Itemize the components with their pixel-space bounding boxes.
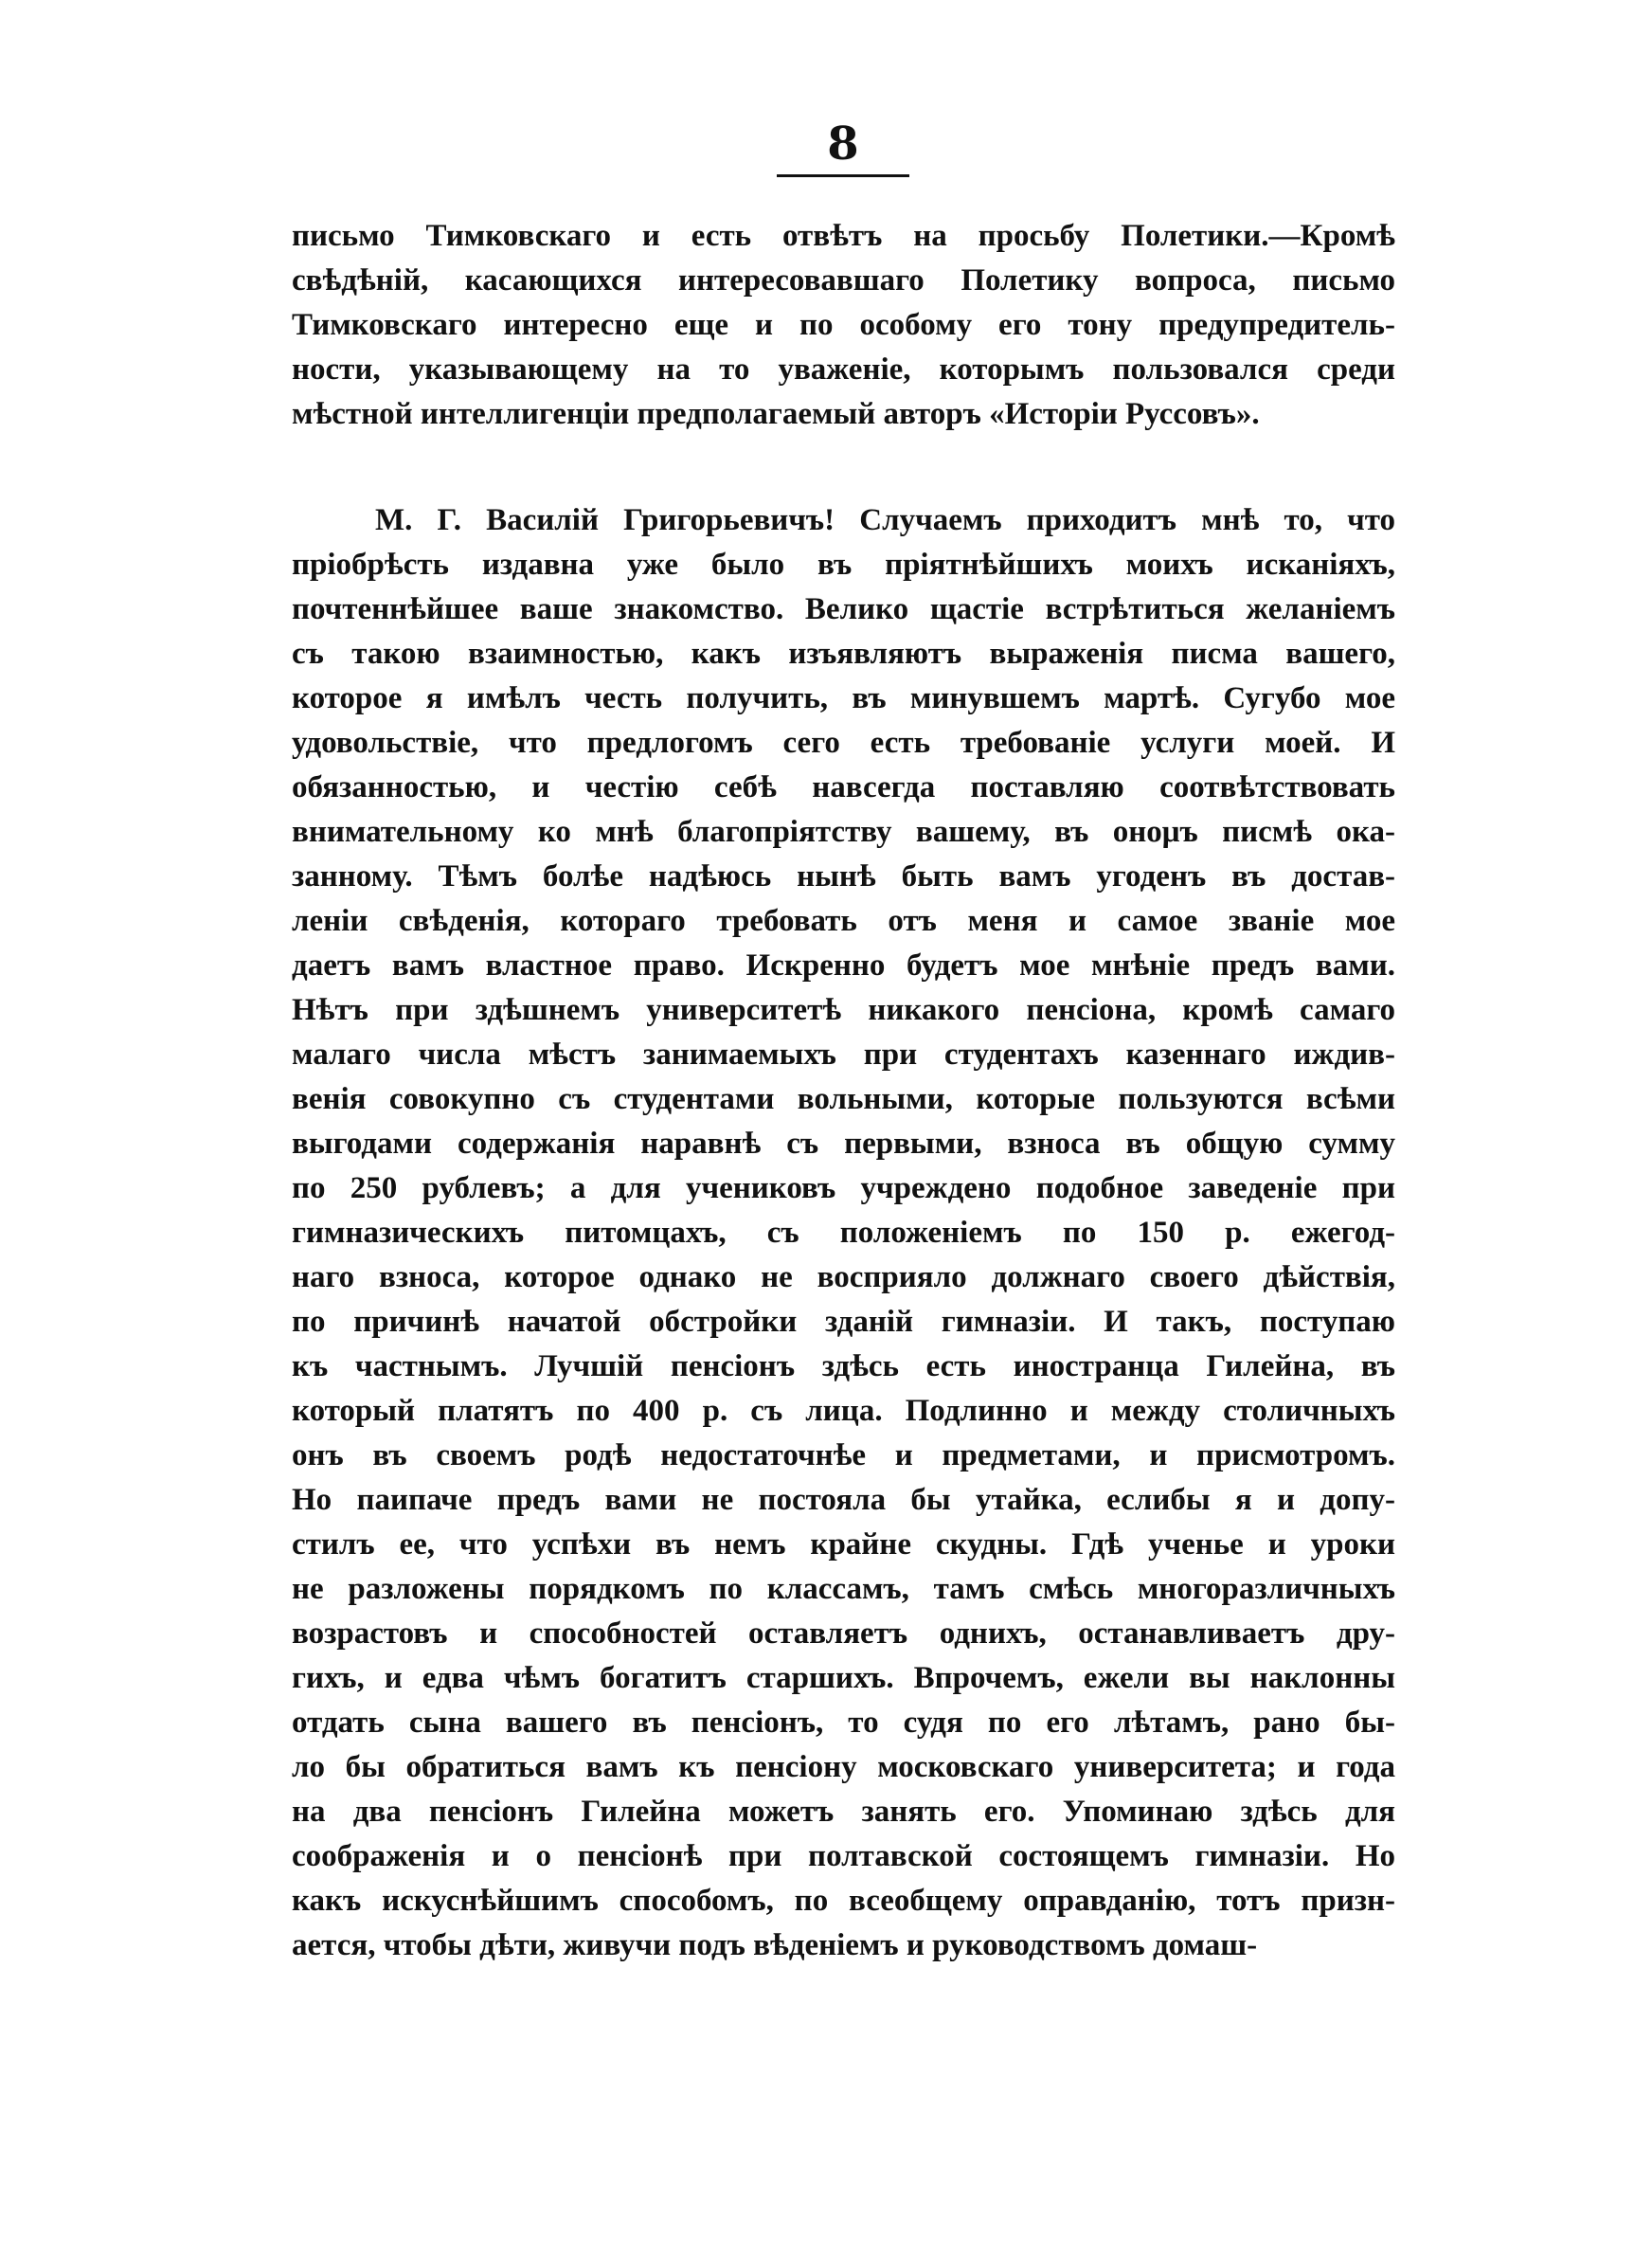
text-line: не разложены порядкомъ по классамъ, тамъ смѣсь многоразличныхъ xyxy=(292,1572,1395,1606)
text-line: Но паипаче предъ вами не постояла бы утайка, еслибы я и допу- xyxy=(292,1483,1395,1517)
letter-paragraph xyxy=(292,498,1395,1968)
text-line: къ частнымъ. Лучшій пенсіонъ здѣсь есть иностранца Гилейна, въ xyxy=(292,1349,1395,1383)
text-line: которое я имѣлъ честь получить, въ минувшемъ мартѣ. Сугубо мое xyxy=(292,681,1395,715)
text-line: на два пенсіонъ Гилейна можетъ занять его. Упоминаю здѣсь для xyxy=(292,1795,1395,1829)
text-line: по причинѣ начатой обстройки зданій гимназіи. И такъ, поступаю xyxy=(292,1305,1395,1339)
text-line: Нѣтъ при здѣшнемъ университетѣ никакого пенсіона, кромѣ самаго xyxy=(292,993,1395,1027)
text-line: мѣстной интеллигенціи предполагаемый авторъ «Исторіи Руссовъ». xyxy=(292,397,1260,431)
text-line: наго взноса, которое однако не восприяло должнаго своего дѣйствія, xyxy=(292,1260,1395,1294)
text-line: онъ въ своемъ родѣ недостаточнѣе и предметами, и присмотромъ. xyxy=(292,1438,1395,1472)
text-line: леніи свѣденія, котораго требовать отъ меня и самое званіе мое xyxy=(292,904,1395,938)
text-line: Тимковскаго интересно еще и по особому его тону предупредитель- xyxy=(292,308,1395,342)
text-line: гимназическихъ питомцахъ, съ положеніемъ по 150 р. ежегод- xyxy=(292,1216,1395,1250)
text-line: съ такою взаимностью, какъ изъявляютъ выраженія писма вашего, xyxy=(292,637,1395,671)
page-number-underline xyxy=(777,174,909,177)
text-line: соображенія и о пенсіонѣ при полтавской состоящемъ гимназіи. Но xyxy=(292,1839,1395,1873)
text-line: возрастовъ и способностей оставляетъ однихъ, останавливаетъ дру- xyxy=(292,1616,1395,1651)
text-line: ло бы обратиться вамъ къ пенсіону московскаго университета; и года xyxy=(292,1750,1395,1784)
text-line: отдать сына вашего въ пенсіонъ, то судя по его лѣтамъ, рано бы- xyxy=(292,1706,1395,1740)
text-line: венія совокупно съ студентами вольными, которые пользуются всѣми xyxy=(292,1082,1395,1116)
text-line: по 250 рублевъ; а для учениковъ учреждено подобное заведеніе при xyxy=(292,1171,1395,1205)
text-line: ается, чтобы дѣти, живучи подъ вѣденіемъ и руководствомъ домаш- xyxy=(292,1928,1258,1962)
text-line: обязанностью, и честію себѣ навсегда поставляю соотвѣтствовать xyxy=(292,770,1395,804)
text-line: занному. Тѣмъ болѣе надѣюсь нынѣ быть вамъ угоденъ въ достав- xyxy=(292,859,1395,894)
text-line: письмо Тимковскаго и есть отвѣтъ на просьбу Полетики.—Кромѣ xyxy=(292,219,1395,253)
text-line: удовольствіе, что предлогомъ сего есть требованіе услуги моей. И xyxy=(292,726,1395,760)
page-number-block xyxy=(777,117,909,171)
intro-paragraph xyxy=(292,214,1395,437)
text-line: выгодами содержанія наравнѣ съ первыми, взноса въ общую сумму xyxy=(292,1127,1395,1161)
text-line: почтеннѣйшее ваше знакомство. Велико щастіе встрѣтиться желаніемъ xyxy=(292,592,1395,626)
text-line: свѣдѣній, касающихся интересовавшаго Полетику вопроса, письмо xyxy=(292,263,1395,298)
text-line: ности, указывающему на то уваженіе, которымъ пользовался среди xyxy=(292,352,1395,387)
text-line: какъ искуснѣйшимъ способомъ, по всеобщему оправданію, тотъ призн- xyxy=(292,1884,1395,1918)
text-line: внимательному ко мнѣ благопріятству вашему, въ онομъ писмѣ ока- xyxy=(292,815,1395,849)
text-line: М. Г. Василій Григорьевичъ! Случаемъ приходитъ мнѣ то, что xyxy=(375,503,1395,537)
text-line: гихъ, и едва чѣмъ богатитъ старшихъ. Впрочемъ, ежели вы наклонны xyxy=(292,1661,1395,1695)
text-line: пріобрѣсть издавна уже было въ пріятнѣйшихъ моихъ исканіяхъ, xyxy=(292,548,1395,582)
text-line: малаго числа мѣстъ занимаемыхъ при студентахъ казеннаго иждив- xyxy=(292,1038,1395,1072)
text-line: даетъ вамъ властное право. Искренно будетъ мое мнѣніе предъ вами. xyxy=(292,948,1395,983)
text-line: стилъ ее, что успѣхи въ немъ крайне скудны. Гдѣ ученье и уроки xyxy=(292,1527,1395,1562)
text-line: который платятъ по 400 р. съ лица. Подлинно и между столичныхъ xyxy=(292,1394,1395,1428)
page-number: 8 xyxy=(827,117,859,171)
